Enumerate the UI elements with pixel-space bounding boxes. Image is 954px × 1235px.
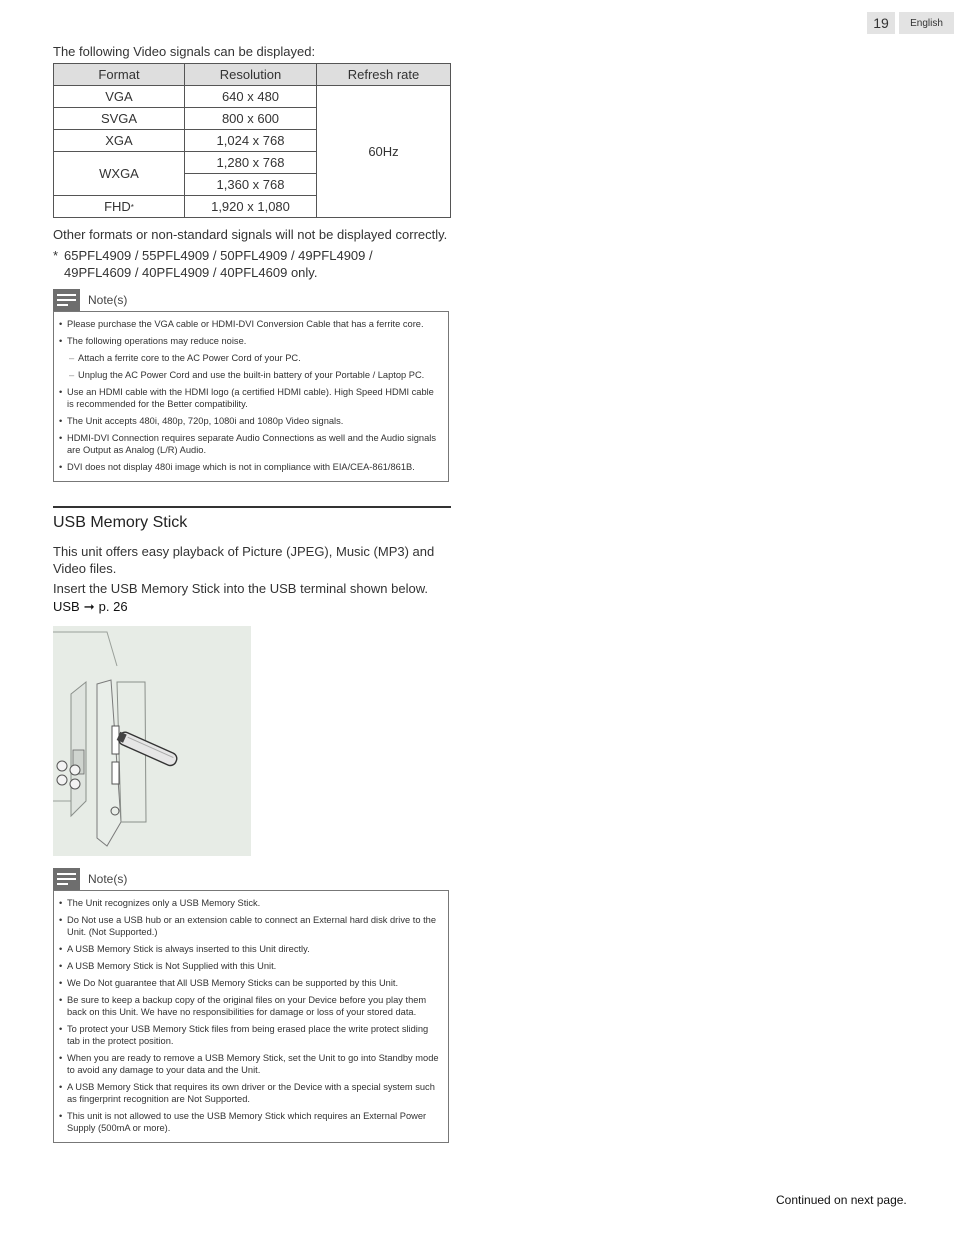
list-item: • A USB Memory Stick is Not Supplied with this Unit. bbox=[59, 960, 442, 972]
list-item: • A USB Memory Stick that requires its own driver or the Device with a special system such as fingerprint recognition are Not Supported. bbox=[59, 1081, 442, 1105]
list-item: • DVI does not display 480i image which is not in compliance with EIA/CEA-861/861B. bbox=[59, 461, 442, 473]
note-title: Note(s) bbox=[88, 872, 128, 886]
note-box bbox=[53, 311, 449, 482]
note-icon bbox=[53, 289, 80, 311]
intro-text: The following Video signals can be displayed: bbox=[53, 44, 316, 59]
list-item: • HDMI-DVI Connection requires separate Audio Connections as well and the Audio signals are Output as Analog (L/R) Audio. bbox=[59, 432, 442, 456]
resolution-cell: 1,360 x 768 bbox=[185, 174, 317, 196]
list-item: • Please purchase the VGA cable or HDMI-DVI Conversion Cable that has a ferrite core. bbox=[59, 318, 442, 330]
tv-usb-diagram bbox=[53, 626, 251, 856]
table-row bbox=[54, 86, 451, 108]
format-cell: SVGA bbox=[54, 108, 185, 130]
header-refresh-rate: Refresh rate bbox=[317, 64, 451, 86]
format-cell: WXGA bbox=[54, 152, 185, 196]
video-signals-table bbox=[53, 63, 451, 218]
note-title: Note(s) bbox=[88, 293, 128, 307]
format-fhd: FHD bbox=[104, 199, 131, 214]
format-cell: VGA bbox=[54, 86, 185, 108]
usb-page-reference bbox=[53, 599, 128, 615]
usb-ref-page: p. 26 bbox=[98, 599, 128, 614]
usb-ref-label: USB bbox=[53, 599, 80, 614]
list-item: • Use an HDMI cable with the HDMI logo (a certified HDMI cable). High Speed HDMI cable is recommended for the Better compatibility. bbox=[59, 386, 442, 410]
footnote-text: 65PFL4909 / 55PFL4909 / 50PFL4909 / 49PFL4909 / 49PFL4609 / 40PFL4909 / 40PFL4609 only. bbox=[64, 248, 373, 280]
resolution-cell: 640 x 480 bbox=[185, 86, 317, 108]
list-item: • We Do Not guarantee that All USB Memory Sticks can be supported by this Unit. bbox=[59, 977, 442, 989]
note-box bbox=[53, 890, 449, 1143]
resolution-cell: 1,280 x 768 bbox=[185, 152, 317, 174]
list-subitem: – Attach a ferrite core to the AC Power Cord of your PC. bbox=[59, 352, 442, 364]
section-title: USB Memory Stick bbox=[53, 514, 188, 531]
resolution-cell: 800 x 600 bbox=[185, 108, 317, 130]
section-instruction: Insert the USB Memory Stick into the USB terminal shown below. bbox=[53, 581, 428, 596]
resolution-cell: 1,024 x 768 bbox=[185, 130, 317, 152]
section-divider bbox=[53, 506, 451, 508]
list-item: • When you are ready to remove a USB Memory Stick, set the Unit to go into Standby mode to avoid any damage to your data and the Unit. bbox=[59, 1052, 442, 1076]
format-cell: XGA bbox=[54, 130, 185, 152]
list-item: • This unit is not allowed to use the USB Memory Stick which requires an External Power Supply (500mA or more). bbox=[59, 1110, 442, 1134]
header-resolution: Resolution bbox=[185, 64, 317, 86]
refresh-rate-cell: 60Hz bbox=[317, 86, 451, 218]
list-item: • The following operations may reduce noise. bbox=[59, 335, 442, 347]
section-paragraph: This unit offers easy playback of Picture (JPEG), Music (MP3) and Video files. bbox=[53, 544, 435, 576]
language-label: English bbox=[899, 12, 954, 34]
usb-insertion-illustration bbox=[53, 626, 251, 856]
footnote-mark: * bbox=[53, 248, 59, 263]
format-cell bbox=[54, 196, 185, 218]
arrow-right-icon: ➞ bbox=[83, 599, 95, 614]
list-item: • The Unit accepts 480i, 480p, 720p, 1080i and 1080p Video signals. bbox=[59, 415, 442, 427]
continued-note: Continued on next page. bbox=[776, 1193, 907, 1207]
nonstandard-warning: Other formats or non-standard signals will not be displayed correctly. bbox=[53, 227, 448, 242]
resolution-cell: 1,920 x 1,080 bbox=[185, 196, 317, 218]
list-item: • Do Not use a USB hub or an extension cable to connect an External hard disk drive to the Unit. (Not Supported.) bbox=[59, 914, 442, 938]
model-footnote bbox=[53, 247, 443, 281]
header-format: Format bbox=[54, 64, 185, 86]
page-number: 19 bbox=[867, 12, 895, 34]
fhd-asterisk: * bbox=[130, 203, 134, 212]
list-item: • A USB Memory Stick is always inserted to this Unit directly. bbox=[59, 943, 442, 955]
list-subitem: – Unplug the AC Power Cord and use the built-in battery of your Portable / Laptop PC. bbox=[59, 369, 442, 381]
note-icon bbox=[53, 868, 80, 890]
list-item: • To protect your USB Memory Stick files from being erased place the write protect sliding tab in the protect position. bbox=[59, 1023, 442, 1047]
table-header-row bbox=[54, 64, 451, 86]
list-item: • The Unit recognizes only a USB Memory Stick. bbox=[59, 897, 442, 909]
list-item: • Be sure to keep a backup copy of the original files on your Device before you play them back on this Unit. We have no responsibilities for damage or loss of your stored data. bbox=[59, 994, 442, 1018]
